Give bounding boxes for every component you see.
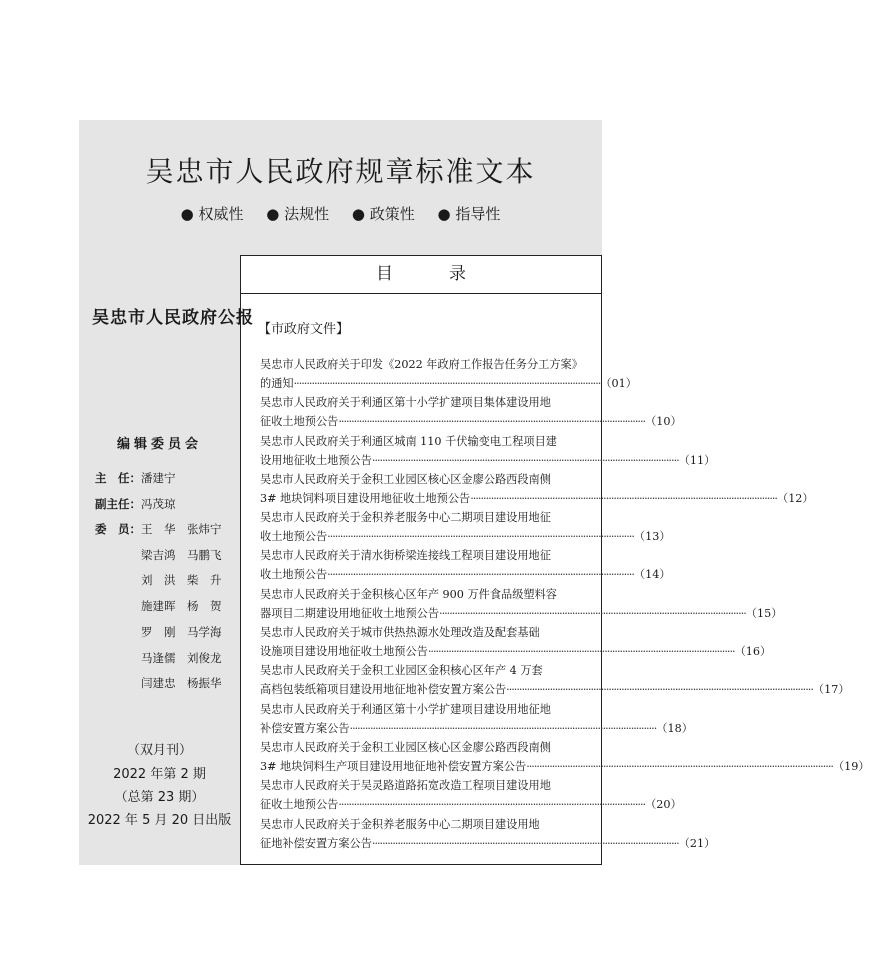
toc-item-title-cont: 高档包装纸箱项目建设用地征地补偿安置方案公告 <box>260 683 507 697</box>
toc-item-title-cont: 的通知 <box>260 377 294 390</box>
vice-name: 冯茂琼 <box>141 497 176 511</box>
toc-item-title: 吴忠市人民政府关于利通区第十小学扩建项目建设用地征地 <box>260 702 551 716</box>
toc-item-page: （10） <box>645 415 682 429</box>
toc-section-label: 【市政府文件】 <box>258 322 350 337</box>
member-name: 王 华 <box>141 522 176 536</box>
toc-item-title-cont: 3# 地块饲料项目建设用地征收土地预公告 <box>260 491 471 505</box>
toc-item-page: （01） <box>600 377 637 390</box>
chief-name: 潘建宁 <box>141 471 176 485</box>
chief-editor <box>95 470 176 486</box>
chief-label: 主 任： <box>95 471 141 485</box>
member-name: 刘俊龙 <box>187 650 222 665</box>
tag-row <box>79 203 602 224</box>
committee-title: 编辑委员会 <box>116 437 202 452</box>
member-row <box>141 650 233 666</box>
tag-authority: ● 权威性 <box>180 205 244 223</box>
toc-item-title-cont: 征收土地预公告 <box>260 415 339 429</box>
member-name: 马逢儒 <box>141 650 176 665</box>
member-name: 罗 刚 <box>141 624 176 639</box>
toc-leader: ························································································································ <box>427 645 735 659</box>
toc-leader: ························································································································ <box>470 491 777 505</box>
toc-item-title: 吴忠市人民政府关于城市供热热源水处理改造及配套基础 <box>260 626 540 640</box>
vice-label: 副主任： <box>95 497 141 511</box>
toc-item-page: （20） <box>645 798 682 812</box>
toc-item-page: （15） <box>745 606 783 620</box>
toc-item-title: 吴忠市人民政府关于清水街桥梁连接线工程项目建设用地征 <box>260 549 551 563</box>
gazette-name: 吴忠市人民政府公报 <box>92 308 254 328</box>
toc-item-title-cont: 设用地征收土地预公告 <box>260 453 372 467</box>
toc-item-title-cont: 收土地预公告 <box>260 568 328 582</box>
toc-item[interactable] <box>260 661 850 699</box>
toc-item-title: 吴忠市人民政府关于吴灵路道路拓宽改造工程项目建设用地 <box>260 779 551 793</box>
member-name: 柴 升 <box>187 573 222 588</box>
member-row <box>141 624 233 640</box>
toc-item[interactable] <box>260 623 772 661</box>
member-name: 闫建忠 <box>141 676 176 691</box>
toc-item-title: 吴忠市人民政府关于金积核心区年产 900 万件食品级塑料容 <box>260 587 557 601</box>
toc-item[interactable] <box>260 546 671 584</box>
toc-leader: ························································································································ <box>371 836 679 850</box>
toc-item-page: （13） <box>633 530 671 544</box>
member-name: 张炜宁 <box>187 522 222 536</box>
toc-item-title-cont: 补偿安置方案公告 <box>260 721 350 735</box>
members-label-row <box>95 521 141 537</box>
toc-item-title-cont: 征地补偿安置方案公告 <box>260 836 372 850</box>
toc-leader: ························································································································ <box>526 759 833 773</box>
member-name: 马鹏飞 <box>187 547 222 562</box>
toc-item-page: （18） <box>656 721 693 735</box>
toc-leader: ························································································································ <box>349 721 657 735</box>
toc-item[interactable] <box>260 393 682 431</box>
toc-item-page: （19） <box>832 759 870 773</box>
toc-item-page: （21） <box>678 836 716 850</box>
total-issue: （总第 23 期） <box>114 790 205 805</box>
toc-item-title-cont: 器项目二期建设用地征收土地预公告 <box>260 606 440 620</box>
toc-item[interactable] <box>260 432 716 470</box>
toc-item-title-cont: 收土地预公告 <box>260 530 328 544</box>
toc-item-title: 吴忠市人民政府关于利通区第十小学扩建项目集体建设用地 <box>260 396 551 410</box>
toc-item-title: 吴忠市人民政府关于印发《2022 年政府工作报告任务分工方案》 <box>260 358 583 371</box>
vice-editor <box>95 496 176 512</box>
toc-leader: ························································································································ <box>327 530 634 544</box>
toc-leader: ························································································································ <box>338 415 646 429</box>
toc-item[interactable] <box>260 585 783 623</box>
toc-heading: 目录 <box>241 256 601 294</box>
toc-leader: ························································································································ <box>506 683 813 697</box>
toc-item[interactable] <box>260 776 682 814</box>
toc-item-title: 吴忠市人民政府关于金积养老服务中心二期项目建设用地 <box>260 817 540 831</box>
tag-legality: ● 法规性 <box>266 205 330 223</box>
member-name: 马学海 <box>187 624 222 639</box>
member-name: 施建晖 <box>141 599 176 614</box>
toc-item[interactable] <box>260 355 637 393</box>
toc-item-title-cont: 3# 地块饲料生产项目建设用地征地补偿安置方案公告 <box>260 759 527 773</box>
members-label: 委 员： <box>95 522 141 536</box>
member-name: 刘 洪 <box>141 573 176 588</box>
member-row <box>141 675 233 691</box>
tag-policy: ● 政策性 <box>351 205 415 223</box>
toc-item-title: 吴忠市人民政府关于利通区城南 110 千伏输变电工程项目建 <box>260 434 557 448</box>
toc-item[interactable] <box>260 815 716 853</box>
member-row <box>141 521 233 537</box>
toc-item-title: 吴忠市人民政府关于金积工业园区核心区金廖公路西段南侧 <box>260 472 551 486</box>
toc-item-title-cont: 征收土地预公告 <box>260 798 339 812</box>
toc-list <box>260 355 870 853</box>
member-row <box>141 547 233 563</box>
toc-item-page: （11） <box>678 453 716 467</box>
member-row <box>141 572 233 588</box>
toc-leader: ························································································································ <box>293 377 601 390</box>
member-name: 杨振华 <box>187 676 222 691</box>
frequency: （双月刊） <box>126 743 192 758</box>
toc-item-title: 吴忠市人民政府关于金积养老服务中心二期项目建设用地征 <box>260 511 551 525</box>
toc-item-page: （17） <box>812 683 850 697</box>
toc-item-page: （12） <box>777 491 814 505</box>
page-title: 吴忠市人民政府规章标准文本 <box>145 155 536 188</box>
member-row <box>141 598 233 614</box>
issue: 2022 年第 2 期 <box>113 767 206 782</box>
toc-item-page: （16） <box>734 645 772 659</box>
member-name: 杨 贺 <box>187 599 222 614</box>
toc-leader: ························································································································ <box>439 606 746 620</box>
tag-guidance: ● 指导性 <box>437 205 501 223</box>
toc-leader: ························································································································ <box>371 453 679 467</box>
toc-item-title: 吴忠市人民政府关于金积工业园区核心区金廖公路西段南侧 <box>260 740 551 754</box>
toc-item[interactable] <box>260 508 671 546</box>
toc-item[interactable] <box>260 738 870 776</box>
member-name: 梁吉鸿 <box>141 547 176 562</box>
toc-item[interactable] <box>260 700 693 738</box>
toc-item-title-cont: 设施项目建设用地征收土地预公告 <box>260 645 428 659</box>
toc-item[interactable] <box>260 470 814 508</box>
publish-date: 2022 年 5 月 20 日出版 <box>87 813 232 828</box>
toc-item-title: 吴忠市人民政府关于金积工业园区金积核心区年产 4 万套 <box>260 664 543 678</box>
toc-item-page: （14） <box>633 568 671 582</box>
toc-leader: ························································································································ <box>327 568 634 582</box>
toc-leader: ························································································································ <box>338 798 646 812</box>
